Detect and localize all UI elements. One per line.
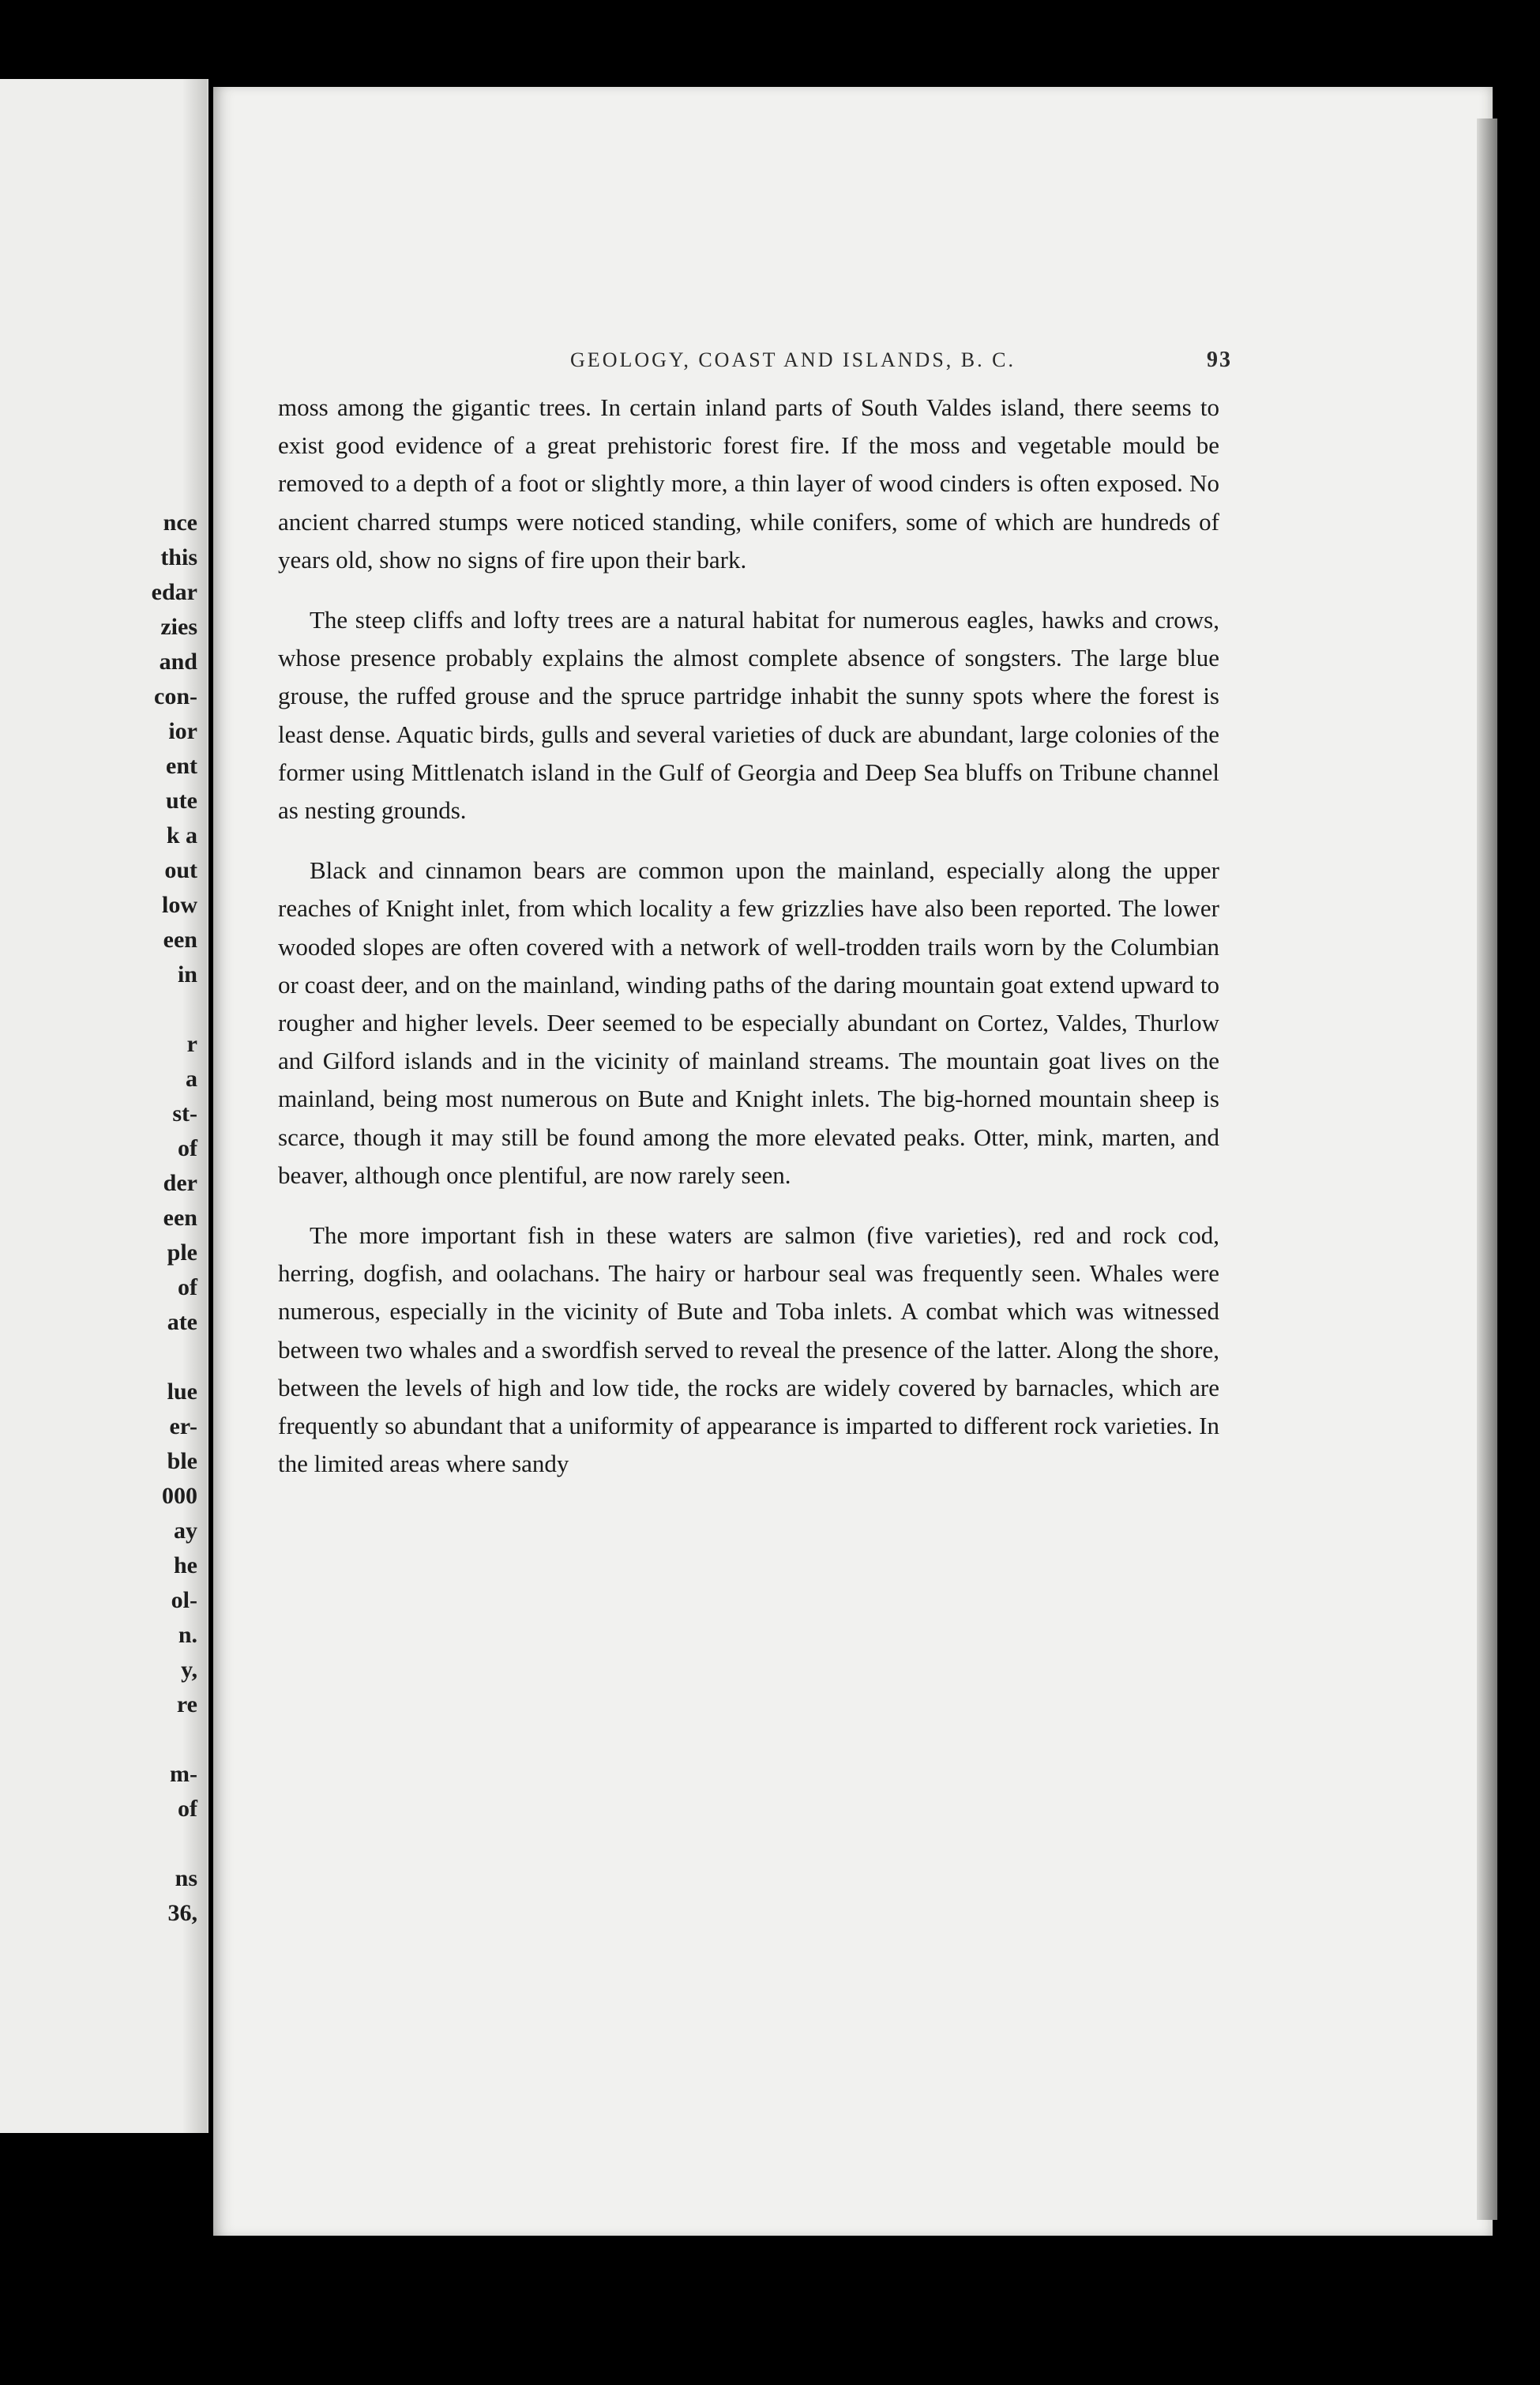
facing-page-fragment-line: he (174, 1552, 197, 1578)
facing-page-fragment-line: this (160, 544, 197, 570)
facing-page-fragment-line: ay (174, 1518, 197, 1544)
facing-page-fragment-line: een (163, 1205, 197, 1231)
facing-page-fragment-line: er- (169, 1413, 197, 1439)
paragraph-3: Black and cinnamon bears are common upon the mainland, especially along the upper reaches of Knight inlet, from which locality a few grizzlies have also been reported. The lower wooded slopes are often covered with a network of well-trodden trails worn by the Columbian or coast deer, and on the mainland, winding paths of the daring mountain goat extend upward to rougher and higher levels. Deer seemed to be especially abundant on Cortez, Valdes, Thurlow and Gilford islands and in the vicinity of mainland streams. The mountain goat lives on the mainland, being most numerous on Bute and Knight inlets. The big-horned mountain sheep is scarce, though it may still be found among the more elevated peaks. Otter, mink, marten, and beaver, although once plentiful, are now rarely seen. (278, 856, 1219, 1189)
facing-page-fragment-line: re (176, 1691, 197, 1717)
facing-page-fragment-line: ble (167, 1448, 197, 1474)
facing-page-fragment-line (103, 1722, 197, 1757)
paragraph-2: The steep cliffs and lofty trees are a natural habitat for numerous eagles, hawks and crows, whose presence probably explains the almost complete absence of songsters. The large blue grouse, the ruffed grouse and the spruce partridge inhabit the sunny spots where the forest is least dense. Aquatic birds, gulls and several varieties of duck are abundant, large colonies of the former using Mittlenatch island in the Gulf of Georgia and Deep Sea bluffs on Tribune channel as nesting grounds. (278, 606, 1219, 825)
facing-page-fragment-line: 36, (167, 1900, 197, 1926)
facing-page-fragment-line: ol- (171, 1587, 197, 1613)
page-edge-shadow (1477, 118, 1497, 2220)
facing-page-fragment-line: der (163, 1170, 197, 1196)
facing-page-fragment-line: st- (172, 1100, 197, 1127)
facing-page-fragment-line: n. (178, 1622, 197, 1648)
facing-page-fragment-line: zies (160, 614, 197, 640)
facing-page-fragment-line: out (164, 857, 197, 883)
facing-page-fragment-line (103, 1826, 197, 1861)
facing-page-fragment-line: ute (166, 788, 197, 814)
facing-page-fragment-line: k a (166, 822, 197, 848)
facing-page-fragment-line: r (186, 1031, 197, 1057)
facing-page-fragment (0, 79, 208, 2133)
facing-page-fragment-line: y, (181, 1657, 197, 1683)
facing-page-fragment-line: m- (170, 1761, 197, 1787)
facing-page-fragment-line (103, 992, 197, 1027)
facing-page-fragment-line (103, 1340, 197, 1375)
facing-page-fragment-line: ent (166, 753, 197, 779)
facing-page-fragment-line: a (186, 1066, 197, 1092)
paragraph-1: moss among the gigantic trees. In certain inland parts of South Valdes island, there seems to exist good evidence of a great prehistoric forest fire. If the moss and vegetable mould be removed to a depth of a foot or slightly more, a thin layer of wood cinders is often exposed. No ancient charred stumps were noticed standing, while conifers, some of which are hundreds of years old, show no signs of fire upon their bark. (278, 393, 1219, 574)
facing-page-fragment-line: low (162, 892, 197, 918)
facing-page-fragment-line: 000 (162, 1483, 197, 1509)
running-header (261, 348, 1232, 373)
facing-page-fragment-line: ior (168, 718, 197, 744)
body-text (278, 389, 1219, 1505)
facing-page-fragment-line: of (178, 1135, 197, 1161)
facing-page-fragment-line: ate (167, 1309, 197, 1335)
running-header-title: GEOLOGY, COAST AND ISLANDS, B. C. (570, 348, 1016, 371)
facing-page-fragment-line: in (177, 961, 197, 987)
facing-page-fragment-line: edar (151, 579, 197, 605)
page-number: 93 (1207, 348, 1232, 372)
facing-page-text-fragments (103, 506, 197, 1931)
facing-page-fragment-line: nce (163, 510, 197, 536)
facing-page-fragment-line: lue (167, 1379, 197, 1405)
facing-page-fragment-line: of (178, 1796, 197, 1822)
facing-page-fragment-line: con- (154, 683, 197, 709)
facing-page-fragment-line: of (178, 1274, 197, 1300)
facing-page-fragment-line: ns (175, 1865, 197, 1891)
facing-page-fragment-line: een (163, 927, 197, 953)
paragraph-4: The more important fish in these waters are salmon (five varieties), red and rock cod, herring, dogfish, and oolachans. The hairy or harbour seal was frequently seen. Whales were numerous, especially in the vicinity of Bute and Toba inlets. A combat which was witnessed between two whales and a swordfish served to reveal the presence of the latter. Along the shore, between the levels of high and low tide, the rocks are widely covered by barnacles, which are frequently so abundant that a uniformity of appearance is imparted to different rock varieties. In the limited areas where sandy (278, 1221, 1219, 1478)
facing-page-fragment-line: ple (167, 1240, 197, 1266)
facing-page-fragment-line: and (159, 649, 197, 675)
